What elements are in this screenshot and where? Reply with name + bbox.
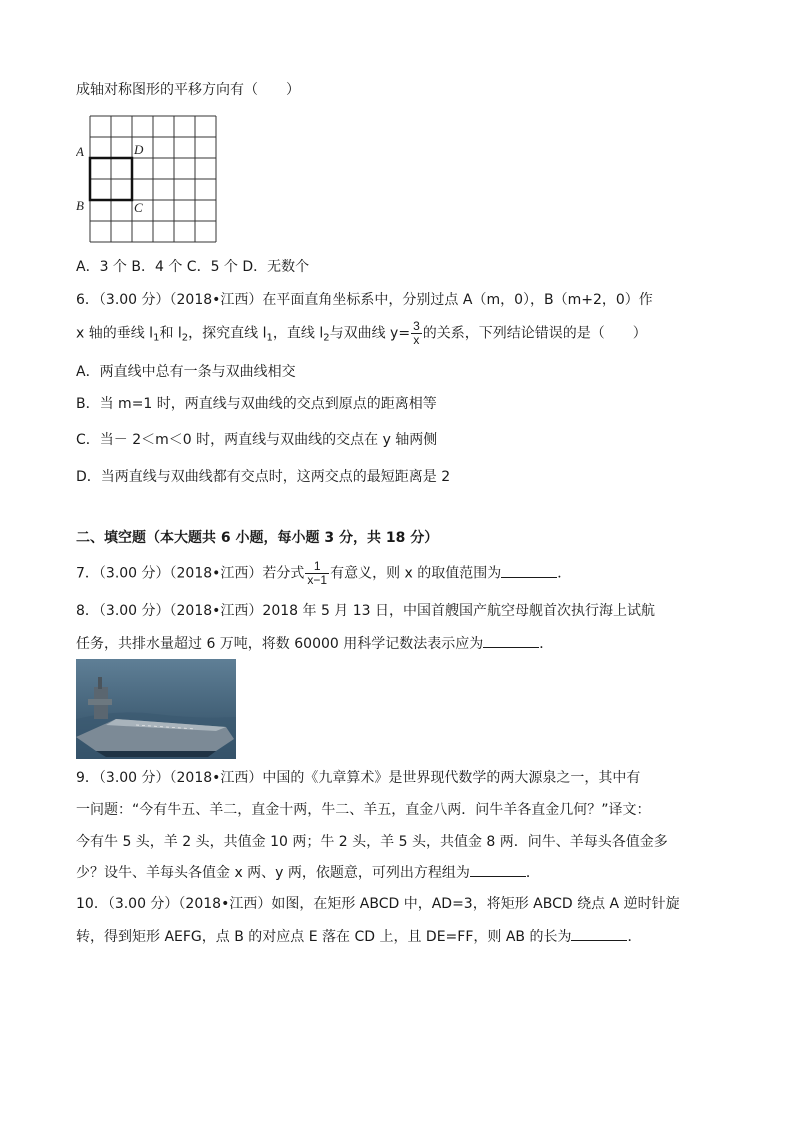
answer-blank [571,926,627,941]
answer-blank [470,862,526,877]
q9-line4: 少？设牛、羊每头各值金 x 两、y 两，依题意，可列出方程组为 ． [76,862,540,883]
aircraft-carrier-photo [76,659,236,759]
answer-blank [483,633,539,648]
label-C: C [134,200,143,215]
q5-options: A．3 个 B．4 个 C．5 个 D．无数个 [76,259,310,275]
q8-line2: 任务，共排水量超过 6 万吨，将数 60000 用科学记数法表示应为 ． [76,633,553,654]
q6-option-b: B．当 m=1 时，两直线与双曲线的交点到原点的距离相等 [76,396,437,412]
q6-option-d: D．当两直线与双曲线都有交点时，这两交点的最短距离是 2 [76,469,451,485]
label-B: B [76,198,84,213]
label-A: A [76,144,84,159]
q6-option-a: A．两直线中总有一条与双曲线相交 [76,364,296,380]
q10-line1: 10．（3.00 分）（2018•江西）如图，在矩形 ABCD 中，AD=3，将矩形 ABCD 绕点 A 逆时针旋 [76,896,680,912]
section-title: 二、填空题（本大题共 6 小题，每小题 3 分，共 18 分） [76,530,439,546]
label-D: D [134,142,144,157]
fraction-1-over-x-minus-1: $\frac{1}{x-1}$ [307,559,328,587]
q5-stem: 成轴对称图形的平移方向有（ ） [76,82,300,98]
q7-line: 7．（3.00 分）（2018•江西）若分式 $\frac{1}{x-1}$ 有意义，则 x 的取值范围为 ． [76,559,572,587]
q9-line3: 今有牛 5 头，羊 2 头，共值金 10 两；牛 2 头，羊 5 头，共值金 8 两．问牛、羊每头各值金多 [76,834,668,850]
grid-figure [76,112,226,244]
q9-line1: 9．（3.00 分）（2018•江西）中国的《九章算术》是世界现代数学的两大源泉之一，其中有 [76,770,641,786]
q6-line1: 6．（3.00 分）（2018•江西）在平面直角坐标系中，分别过点 A（m，0），B（m+2，0）作 [76,292,653,308]
q6-line2: x 轴的垂线 $l_1$和 $l_2$，探究直线 $l_1$，直线 $l_2$与双曲线 y= $\frac{3}{x}$ 的关系，下列结论错误的是（ ） [76,319,647,347]
q9-line2: 一问题：“今有牛五、羊二，直金十两，牛二、羊五，直金八两．问牛羊各直金几何？”译文： [76,802,651,818]
q6-option-c: C．当－ 2＜m＜0 时，两直线与双曲线的交点在 y 轴两侧 [76,432,438,448]
q10-line2: 转，得到矩形 AEFG，点 B 的对应点 E 落在 CD 上，且 DE=FF，则 AB 的长为 ． [76,926,641,947]
q8-line1: 8．（3.00 分）（2018•江西）2018 年 5 月 13 日，中国首艘国产航空母舰首次执行海上试航 [76,603,656,619]
answer-blank [501,563,557,578]
fraction-3-over-x: $\frac{3}{x}$ [413,319,420,347]
